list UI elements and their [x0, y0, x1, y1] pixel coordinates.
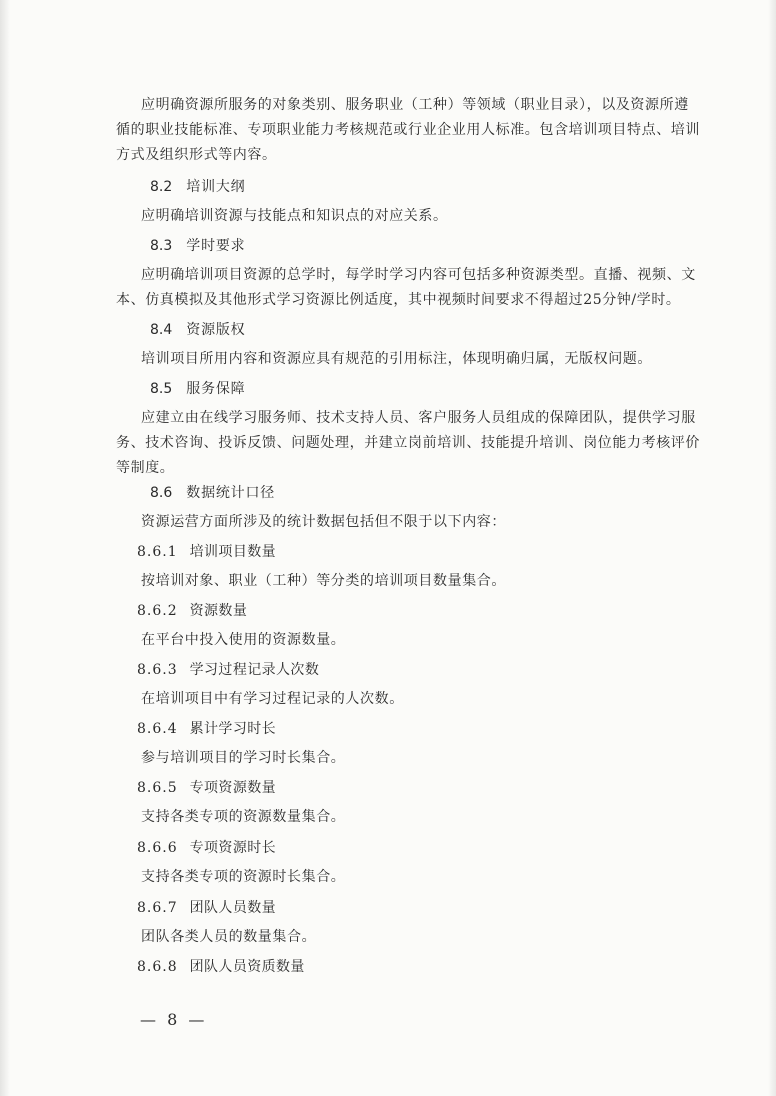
paragraph-line: 团队各类人员的数量集合。: [141, 929, 317, 945]
subsection-title: 资源数量: [189, 603, 248, 619]
subsection-heading-8-6-6: [137, 838, 276, 858]
section-heading-8-3: [150, 236, 245, 256]
subsection-heading-8-6-2: [137, 601, 247, 621]
section-heading-8-5: [150, 379, 245, 399]
paragraph-line: 本、仿真模拟及其他形式学习资源比例适度，其中视频时间要求不得超过25分钟/学时。: [116, 292, 681, 308]
subsection-title: 培训项目数量: [189, 544, 277, 560]
paragraph-line: 等制度。: [116, 460, 175, 476]
paragraph-line: 务、技术咨询、投诉反馈、问题处理，并建立岗前培训、技能提升培训、岗位能力考核评价: [116, 435, 700, 451]
page-number: — 8 —: [140, 1010, 208, 1029]
section-heading-8-2: [150, 177, 245, 197]
paragraph-line: 在培训项目中有学习过程记录的人次数。: [141, 691, 404, 707]
paragraph-line: 应建立由在线学习服务师、技术支持人员、客户服务人员组成的保障团队，提供学习服: [141, 410, 696, 426]
paragraph-line: 资源运营方面所涉及的统计数据包括但不限于以下内容：: [141, 514, 506, 530]
subsection-heading-8-6-1: [137, 542, 276, 562]
subsection-number: 8.6.6: [137, 840, 178, 856]
section-title: 培训大纲: [186, 179, 246, 195]
subsection-heading-8-6-5: [137, 778, 276, 798]
scan-edge-left: [0, 0, 10, 1096]
paragraph-line: 应明确资源所服务的对象类别、服务职业（工种）等领域（职业目录），以及资源所遵: [141, 97, 689, 113]
subsection-heading-8-6-4: [137, 719, 276, 739]
paragraph-line: 应明确培训项目资源的总学时，每学时学习内容可包括多种资源类型。直播、视频、文: [141, 267, 696, 283]
paragraph-line: 在平台中投入使用的资源数量。: [141, 632, 346, 648]
paragraph-line: 培训项目所用内容和资源应具有规范的引用标注，体现明确归属，无版权问题。: [141, 351, 652, 367]
section-number: 8.2: [150, 179, 173, 195]
subsection-number: 8.6.1: [137, 544, 178, 560]
subsection-heading-8-6-3: [137, 660, 319, 680]
section-title: 学时要求: [186, 238, 246, 254]
subsection-heading-8-6-7: [137, 898, 276, 918]
section-title: 资源版权: [186, 322, 246, 338]
section-number: 8.6: [150, 485, 173, 501]
subsection-title: 学习过程记录人次数: [189, 662, 320, 678]
section-title: 数据统计口径: [186, 485, 276, 501]
section-number: 8.5: [150, 381, 173, 397]
subsection-title: 团队人员资质数量: [189, 959, 305, 975]
scan-edge-right: [768, 0, 776, 1096]
subsection-number: 8.6.7: [137, 900, 178, 916]
section-number: 8.3: [150, 238, 173, 254]
subsection-title: 团队人员数量: [189, 900, 277, 916]
subsection-number: 8.6.5: [137, 780, 178, 796]
paragraph-line: 按培训对象、职业（工种）等分类的培训项目数量集合。: [141, 573, 506, 589]
paragraph-line: 循的职业技能标准、专项职业能力考核规范或行业企业用人标准。包含培训项目特点、培训: [116, 122, 700, 138]
subsection-number: 8.6.2: [137, 603, 178, 619]
subsection-title: 累计学习时长: [189, 721, 277, 737]
section-title: 服务保障: [186, 381, 246, 397]
paragraph-line: 方式及组织形式等内容。: [116, 147, 277, 163]
paragraph-line: 支持各类专项的资源时长集合。: [141, 869, 346, 885]
section-number: 8.4: [150, 322, 173, 338]
subsection-number: 8.6.8: [137, 959, 178, 975]
subsection-number: 8.6.3: [137, 662, 178, 678]
subsection-title: 专项资源时长: [189, 840, 277, 856]
subsection-title: 专项资源数量: [189, 780, 277, 796]
paragraph-line: 应明确培训资源与技能点和知识点的对应关系。: [141, 208, 448, 224]
subsection-number: 8.6.4: [137, 721, 178, 737]
section-heading-8-6: [150, 483, 275, 503]
paragraph-line: 参与培训项目的学习时长集合。: [141, 750, 346, 766]
paragraph-line: 支持各类专项的资源数量集合。: [141, 809, 346, 825]
section-heading-8-4: [150, 320, 245, 340]
subsection-heading-8-6-8: [137, 957, 305, 977]
